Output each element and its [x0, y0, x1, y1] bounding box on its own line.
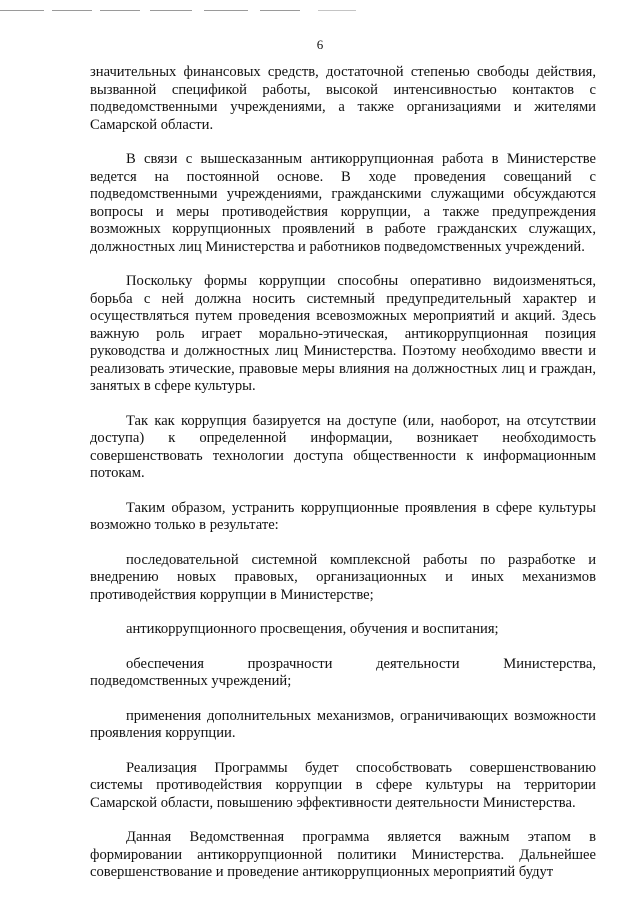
header-rule-3 [100, 10, 140, 11]
list-item-transparency: обеспечения прозрачности деятельности Министерства, подведомственных учреждений; [90, 655, 596, 689]
paragraph-corruption-forms: Поскольку формы коррупции способны оперативно видоизменяться, борьба с ней должна носить системный предупредительный характер и осуществляться путем проведения всевозможных мероприятий и акций. Здесь важную роль играет морально-этическая, антикоррупционная позиция руководства и должностных лиц Министерства. Поэтому необходимо ввести и реализовать этические, правовые меры влияния на должностных лиц и граждан, занятых в сфере культуры. [90, 273, 596, 394]
document-body [90, 64, 596, 882]
paragraph-program-implementation: Реализация Программы будет способствовать совершенствованию системы противодействия коррупции в сфере культуры на территории Самарской области, повышению эффективности деятельности Министерства. [90, 759, 596, 811]
header-rule-7 [318, 10, 356, 11]
header-rule-2 [52, 10, 92, 11]
header-rule-6 [260, 10, 300, 11]
paragraph-information-access: Так как коррупция базируется на доступе (или, наоборот, на отсутствии доступа) к определенной информации, возникает необходимость совершенствовать технологии доступа общественности к информационным потокам. [90, 412, 596, 481]
header-rule-5 [204, 10, 248, 11]
paragraph-continuation: значительных финансовых средств, достаточной степенью свободы действия, вызванной спецификой работы, высокой интенсивностью контактов с подведомственными учреждениями, а также организациями и жителями Самарской области. [90, 64, 596, 133]
paragraph-conclusion-intro: Таким образом, устранить коррупционные проявления в сфере культуры возможно только в результате: [90, 499, 596, 533]
list-item-systemic-work: последовательной системной комплексной работы по разработке и внедрению новых правовых, организационных и иных механизмов противодействия коррупции в Министерстве; [90, 551, 596, 603]
page-number: 6 [316, 37, 324, 52]
paragraph-ongoing-work: В связи с вышесказанным антикоррупционная работа в Министерстве ведется на постоянной основе. В ходе проведения совещаний с подведомственными учреждениями, гражданскими служащими обсуждаются вопросы и меры противодействия коррупции, а также предупреждения возможных коррупционных проявлений в работе гражданских служащих, должностных лиц Министерства и работников подведомственных учреждений. [90, 151, 596, 255]
list-item-education: антикоррупционного просвещения, обучения и воспитания; [126, 621, 499, 637]
list-item-mechanisms: применения дополнительных механизмов, ограничивающих возможности проявления коррупции. [90, 707, 596, 741]
header-rule-4 [150, 10, 192, 11]
header-rule-1 [0, 10, 44, 11]
paragraph-program-importance: Данная Ведомственная программа является важным этапом в формировании антикоррупционной политики Министерства. Дальнейшее совершенствование и проведение антикоррупционных мероприятий будут [90, 829, 596, 880]
